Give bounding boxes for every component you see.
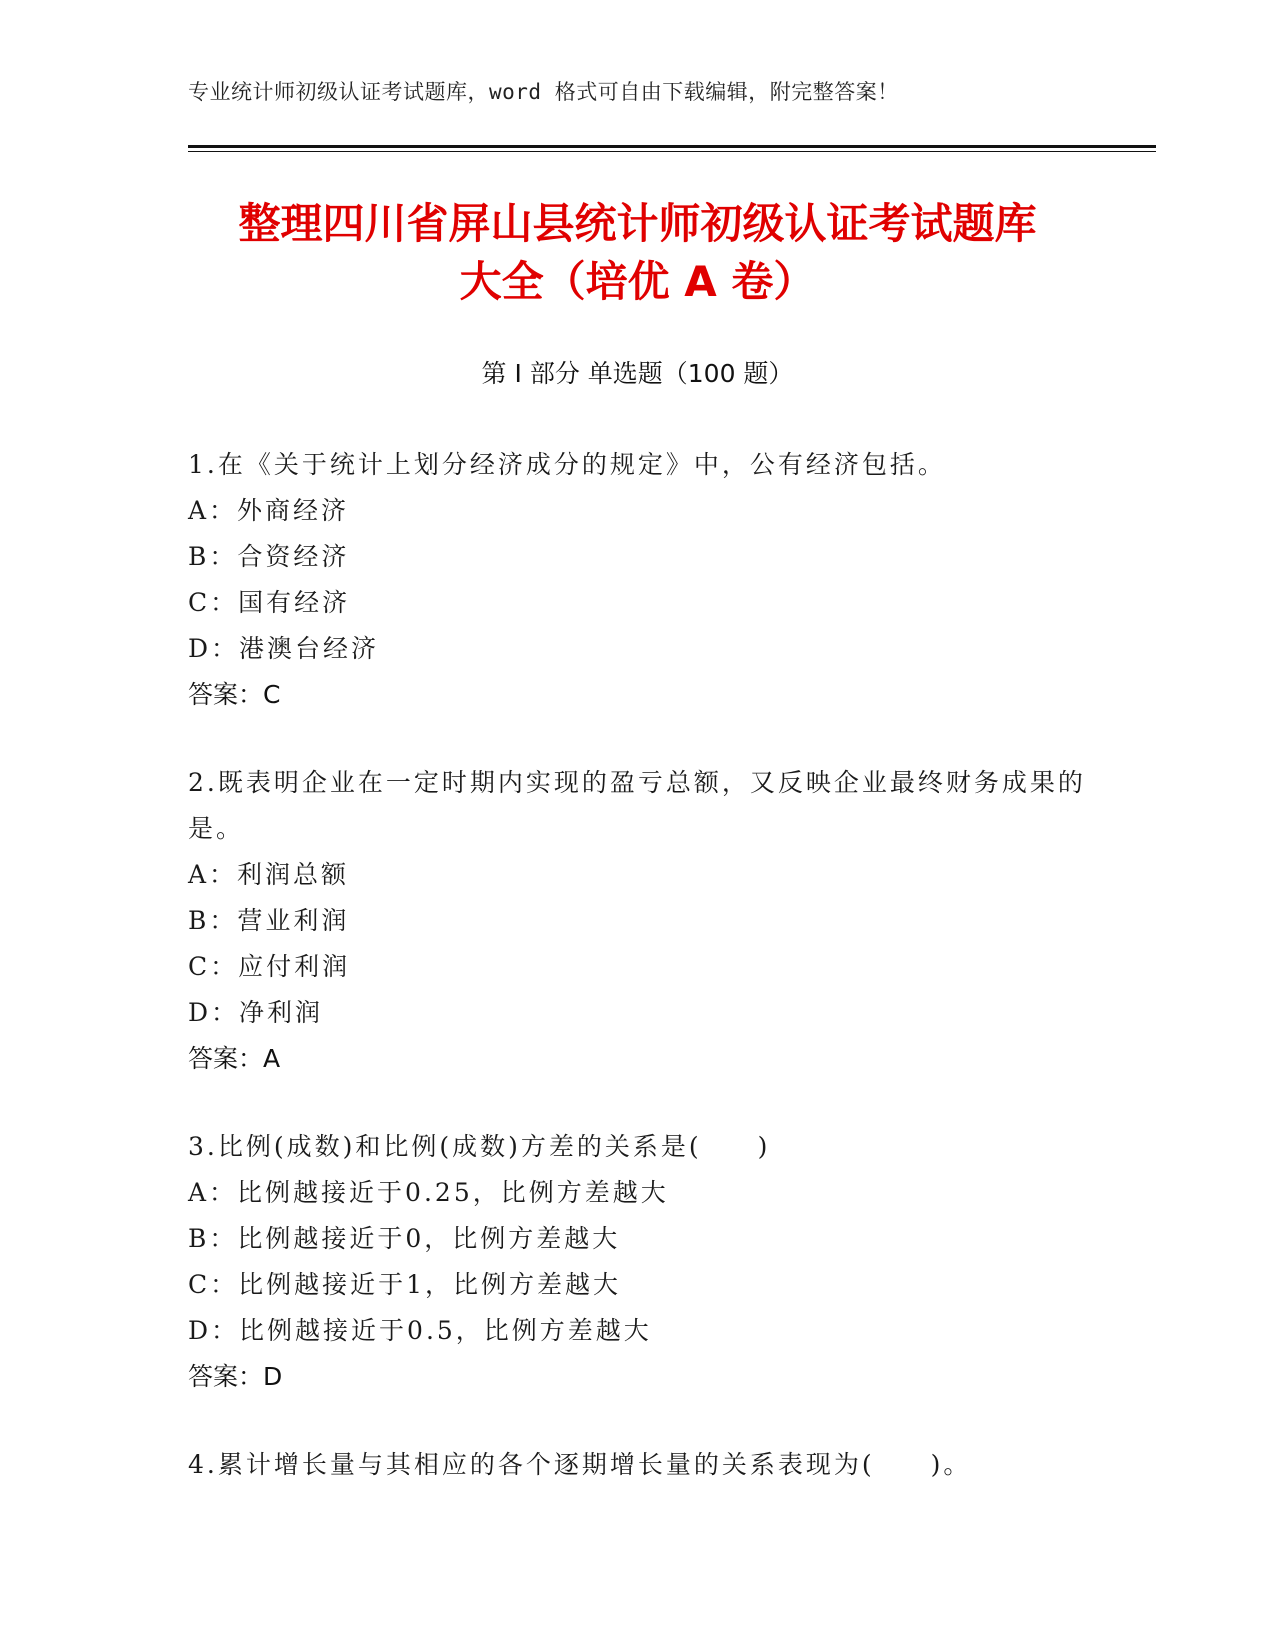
- question-1: [188, 442, 1088, 718]
- answer: 答案：A: [188, 1044, 281, 1073]
- option-a: A：比例越接近于0.25，比例方差越大: [188, 1178, 669, 1207]
- option-c: C：应付利润: [188, 952, 351, 981]
- header-divider-thick: [188, 145, 1156, 148]
- option-b: B：合资经济: [188, 542, 350, 571]
- option-a: A：外商经济: [188, 496, 350, 525]
- question-3: [188, 1124, 1088, 1400]
- answer: 答案：C: [188, 680, 281, 709]
- question-stem: 4.累计增长量与其相应的各个逐期增长量的关系表现为( )。: [188, 1450, 972, 1479]
- question-stem: 2.既表明企业在一定时期内实现的盈亏总额，又反映企业最终财务成果的是。: [188, 768, 1086, 843]
- option-d: D：净利润: [188, 998, 324, 1027]
- answer: 答案：D: [188, 1362, 283, 1391]
- question-stem: 3.比例(成数)和比例(成数)方差的关系是( ): [188, 1132, 771, 1161]
- header-note: 专业统计师初级认证考试题库，word 格式可自由下载编辑，附完整答案！: [188, 80, 899, 104]
- option-d: D：比例越接近于0.5，比例方差越大: [188, 1316, 652, 1345]
- question-list: [188, 442, 1088, 1530]
- option-b: B：比例越接近于0，比例方差越大: [188, 1224, 621, 1253]
- option-c: C：比例越接近于1，比例方差越大: [188, 1270, 622, 1299]
- option-a: A：利润总额: [188, 860, 350, 889]
- option-d: D：港澳台经济: [188, 634, 380, 663]
- header-divider-thin: [188, 151, 1156, 152]
- question-4: [188, 1442, 1088, 1488]
- section-title: 第 I 部分 单选题（100 题）: [481, 359, 794, 388]
- option-b: B：营业利润: [188, 906, 350, 935]
- document-title: [150, 195, 1125, 311]
- option-c: C：国有经济: [188, 588, 351, 617]
- question-stem: 1.在《关于统计上划分经济成分的规定》中，公有经济包括。: [188, 450, 946, 479]
- document-title-line1: 整理四川省屏山县统计师初级认证考试题库: [238, 199, 1037, 248]
- document-title-line2: 大全（培优 A 卷）: [459, 257, 816, 306]
- question-2: [188, 760, 1088, 1082]
